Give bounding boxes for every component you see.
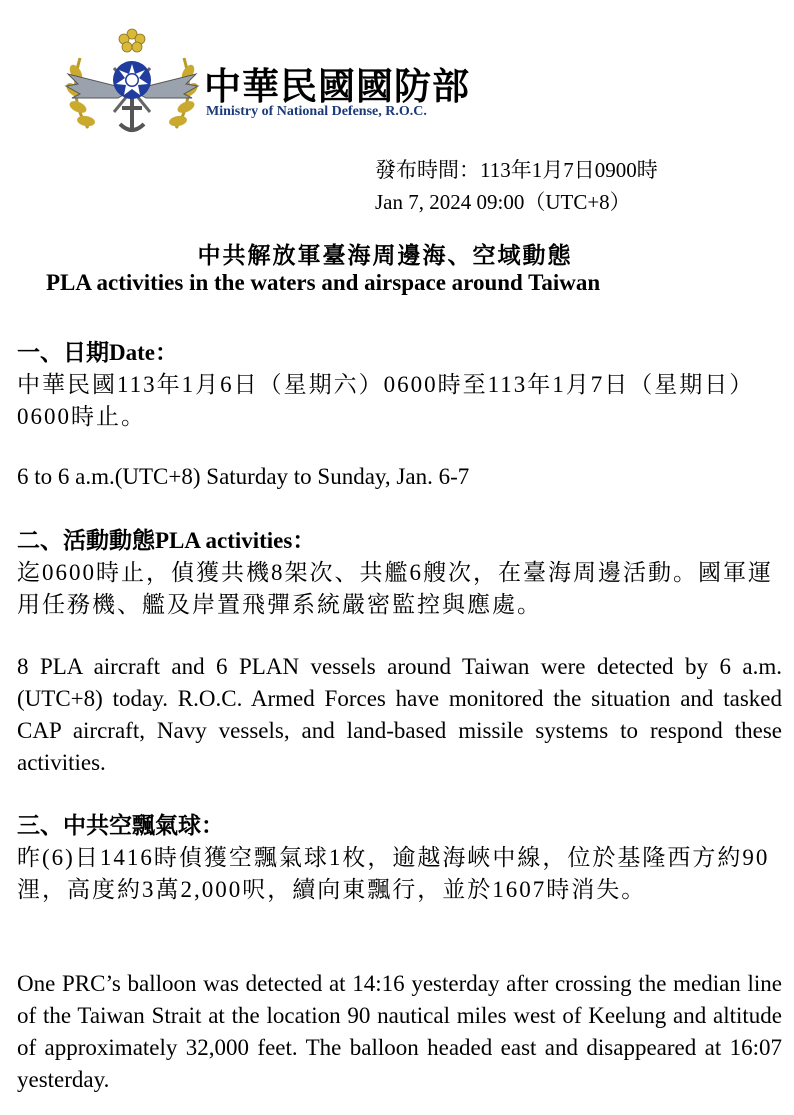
section-date-heading: 一、日期Date： — [17, 340, 178, 365]
section-activities-zh: 迄0600時止，偵獲共機8架次、共艦6艘次，在臺海周邊活動。國軍運用任務機、艦及岸置飛彈系統嚴密監控與應處。 — [17, 560, 773, 617]
document-title-en: PLA activities in the waters and airspace around Taiwan — [46, 270, 601, 295]
section-activities-en-block — [17, 651, 782, 779]
section-date-en-block — [17, 461, 782, 493]
section-activities-en: 8 PLA aircraft and 6 PLAN vessels around Taiwan were detected by 6 a.m.(UTC+8) today. R.O.C. Armed Forces have monitored the situation and tasked CAP aircraft, Navy vessels, and land-based missile systems to respond these activities. — [17, 654, 782, 775]
ministry-emblem-icon — [58, 28, 206, 140]
section-balloon-en: One PRC’s balloon was detected at 14:16 yesterday after crossing the median line of the Taiwan Strait at the location 90 nautical miles west of Keelung and altitude of approximately 32,000 feet. The balloon headed east and disappeared at 16:07 yesterday. — [17, 971, 782, 1092]
section-activities-heading: 二、活動動態PLA activities： — [17, 528, 316, 553]
section-date — [17, 337, 782, 433]
section-balloon-en-block — [17, 968, 782, 1096]
ministry-name-en: Ministry of National Defense, R.O.C. — [206, 104, 427, 119]
release-time — [375, 154, 658, 218]
section-date-zh: 中華民國113年1月6日（星期六）0600時至113年1月7日（星期日）0600時止。 — [17, 372, 755, 429]
section-balloon-heading: 三、中共空飄氣球： — [17, 813, 224, 838]
section-balloon — [17, 810, 782, 906]
document-title-zh: 中共解放軍臺海周邊海、空域動態 — [197, 243, 573, 268]
ministry-logo — [58, 28, 508, 140]
section-activities — [17, 525, 782, 621]
section-date-en: 6 to 6 a.m.(UTC+8) Saturday to Sunday, Jan. 6-7 — [17, 464, 470, 489]
release-time-zh: 發布時間：113年1月7日0900時 — [375, 158, 658, 182]
ministry-name-zh: 中華民國國防部 — [204, 65, 470, 108]
section-balloon-zh: 昨(6)日1416時偵獲空飄氣球1枚，逾越海峽中線，位於基隆西方約90浬，高度約3萬2,000呎，續向東飄行，並於1607時消失。 — [17, 845, 770, 902]
release-time-en: Jan 7, 2024 09:00（UTC+8） — [375, 190, 631, 214]
